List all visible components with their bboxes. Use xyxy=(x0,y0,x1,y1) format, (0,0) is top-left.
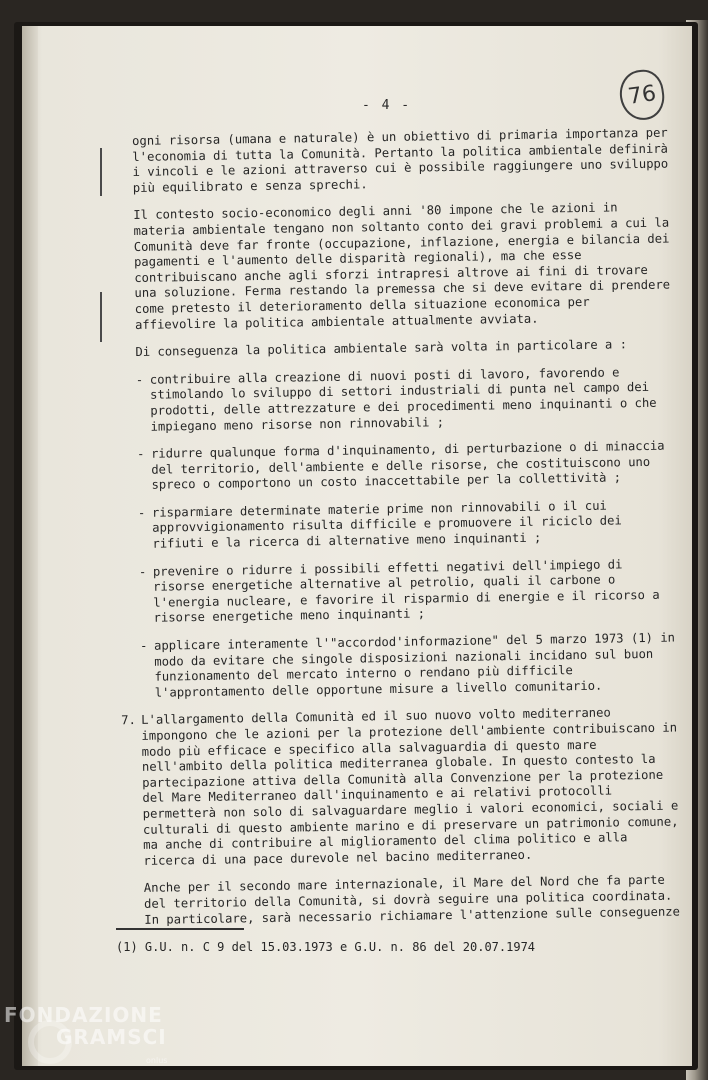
list-item-text: risparmiare determinate materie prime non rinnovabili o il cui approvvigionamento risulta difficile e promuovere il riciclo dei rifiuti e la ricerca di alternative meno inquinanti ; xyxy=(151,498,622,551)
list-item xyxy=(139,556,680,627)
list-item-text: applicare interamente l'"accordod'informazione" del 5 marzo 1973 (1) in modo da evitare che singole disposizioni nazionali incidano sul buon funzionamento del mercato interno o rendano più difficile l'approntamento delle opportune misure a livello comunitario. xyxy=(153,630,676,700)
body-text xyxy=(121,125,685,941)
bullet-dash: - xyxy=(138,564,147,579)
watermark-line1: FONDAZIONE xyxy=(4,1003,163,1027)
document-page xyxy=(22,26,692,1066)
list-item xyxy=(138,497,679,552)
footnote: (1) G.U. n. C 9 del 15.03.1973 e G.U. n. 86 del 20.07.1974 xyxy=(116,940,536,954)
margin-mark-line xyxy=(100,148,102,196)
section-text: L'allargamento della Comunità ed il suo nuovo volto mediterraneo impongono che le azioni per la protezione dell'ambiente contribuiscano in modo più efficace e specifico alla salvaguardia di questo mare nell'ambito della politica mediterranea globale. In questo contesto la partecipazione attiva della Comunità alla Convenzione per la protezione del Mare Mediterraneo dall'inquinamento e ai relativi protocolli permetterà non solo di salvaguardare meglio i valori economici, sociali e culturali di questo ambiente marino e di preservare un patrimonio comune, ma anche di contribuire al miglioramento del clima politico e alla ricerca di una pace durevole nel bacino mediterraneo. xyxy=(141,705,679,868)
bullet-dash: - xyxy=(137,505,146,520)
paragraph: ogni risorsa (umana e naturale) è un obiettivo di primaria importanza per l'economia di tutta la Comunità. Pertanto la politica ambientale definirà i vincoli e le azioni attraverso cui è possibile raggiungere uno sviluppo più equilibrato e senza sprechi. xyxy=(132,125,669,195)
list-item xyxy=(137,439,678,494)
section-7 xyxy=(121,705,683,870)
list-item-text: contribuire alla creazione di nuovi posti di lavoro, favorendo e stimolando lo sviluppo di settori industriali di punta nel campo dei prodotti, delle attrezzature e dei procedimenti meno inquinanti o che impiegano meno risorse non rinnovabili ; xyxy=(149,365,657,434)
paragraph: Anche per il secondo mare internazionale, il Mare del Nord che fa parte del territorio della Comunità, si dovrà seguire una politica coordinata. In particolare, sarà necessario richiamare l'attenzione sulle conseguenze xyxy=(143,873,681,927)
watermark-line2: GRAMSCI xyxy=(56,1025,167,1049)
margin-mark-line xyxy=(100,292,102,342)
watermark-sub: onlus xyxy=(146,1056,168,1065)
page-number: - 4 - xyxy=(362,98,412,113)
page-binding xyxy=(22,26,38,1066)
list-item xyxy=(136,364,677,435)
archive-stamp-number: 76 xyxy=(617,67,668,123)
footnote-rule xyxy=(116,928,244,930)
list-item-text: prevenire o ridurre i possibili effetti negativi dell'impiego di risorse energetiche alternative al petrolio, quali il carbone o l'energia nucleare, e favorire il risparmio di energie e il ricorso a risorse energetiche meno inquinanti ; xyxy=(152,557,660,626)
bullet-dash: - xyxy=(139,638,148,653)
paragraph: Il contesto socio-economico degli anni '80 impone che le azioni in materia ambientale tengano non soltanto conto dei gravi problemi a cui la Comunità deve far fronte (occupazione, inflazione, energia e bilancia dei pagamenti e l'aumento delle disparità regionali), ma che esse contribuiscano anche agli sforzi intrapresi altrove ai fini di trovare una soluzione. Ferma restando la premessa che si deve evitare di prendere come pretesto il deterioramento della situazione economica per affievolire la politica ambientale attualmente avviata. xyxy=(133,200,671,332)
paragraph: Di conseguenza la politica ambientale sarà volta in particolare a : xyxy=(135,337,628,360)
bullet-dash: - xyxy=(135,372,144,387)
section-number: 7. xyxy=(121,713,137,728)
watermark xyxy=(4,1004,167,1048)
list-item xyxy=(140,630,681,701)
list-item-text: ridurre qualunque forma d'inquinamento, di perturbazione o di minaccia del territorio, dell'ambiente e delle risorse, che costituiscono uno spreco o comportono un costo inaccettabile per la collettività ; xyxy=(150,438,665,493)
bullet-dash: - xyxy=(136,446,145,462)
